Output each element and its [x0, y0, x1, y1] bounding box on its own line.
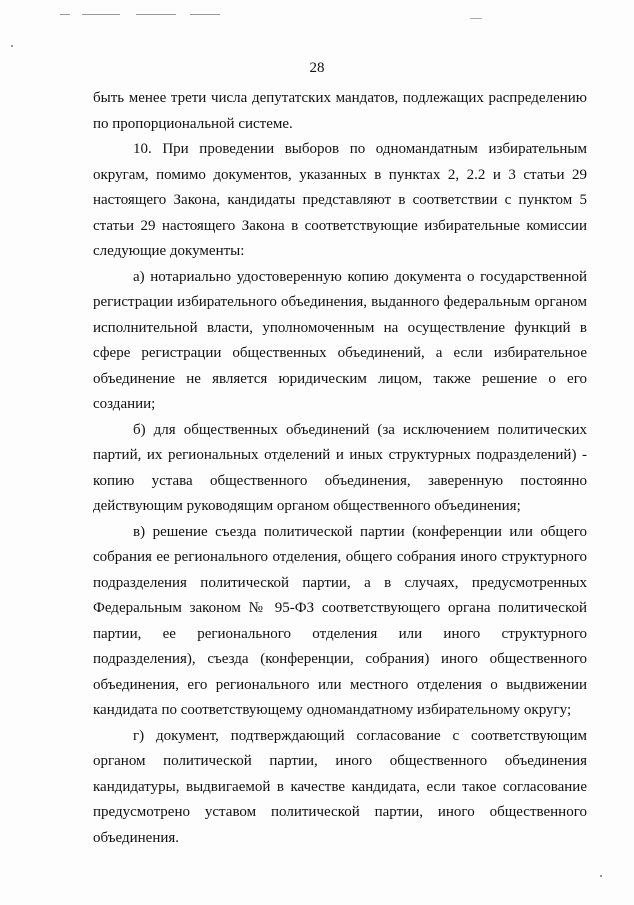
scan-artifact-top — [60, 14, 260, 16]
paragraph-subitem-v: в) решение съезда политической партии (конференции или общего собрания ее регионального отделения, общего собрания иного структурного подразделения политической партии, а в случаях, предусмотренных Федеральным законом № 95-ФЗ соответствующего органа политической партии, ее регионального отделения или иного структурного подразделения), съезда (конференции, собрания) иного общественного объединения, его регионального или местного отделения о выдвижении кандидата по соответствующему одномандатному избирательному округу; — [93, 523, 587, 718]
paragraph-subitem-g: г) документ, подтверждающий согласование с соответствующим органом политической партии, иного общественного объединения кандидатуры, выдвигаемой в качестве кандидата, если такое согласование предусмотрено уставом политической партии, иного общественного объединения. — [93, 727, 587, 846]
paragraph-item-10: 10. При проведении выборов по одномандатным избирательным округам, помимо документов, указанных в пунктах 2, 2.2 и 3 статьи 29 настоящего Закона, кандидаты представляют в соответствии с пунктом 5 статьи 29 настоящего Закона в соответствующие избирательные комиссии следующие документы: — [93, 141, 587, 259]
paragraph-subitem-b: б) для общественных объединений (за исключением политических партий, их региональных отделений и иных структурных подразделений) - копию устава общественного объединения, заверенную постоянно действующим руководящим органом общественного объединения; — [93, 421, 587, 514]
scan-artifact-dot — [11, 45, 13, 47]
page-number: 28 — [309, 60, 325, 76]
scan-artifact-dot — [600, 875, 602, 877]
document-body — [93, 86, 587, 851]
paragraph-subitem-a: а) нотариально удостоверенную копию документа о государственной регистрации избирательного объединения, выданного федеральным органом исполнительной власти, уполномоченным на осуществление функций в сфере регистрации общественных объединений, а если избирательное объединение не является юридическим лицом, также решение о его создании; — [93, 268, 587, 412]
scan-artifact-dot — [470, 18, 482, 19]
paragraph-continuation: быть менее трети числа депутатских мандатов, подлежащих распределению по пропорциональной системе. — [93, 90, 587, 132]
